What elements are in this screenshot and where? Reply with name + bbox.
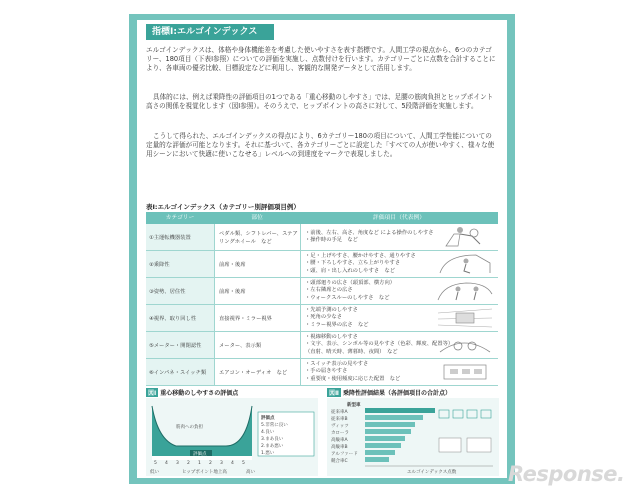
row-category: ①主運転機器装置 bbox=[146, 224, 214, 250]
note-box bbox=[467, 438, 491, 452]
bar bbox=[365, 450, 395, 455]
visibility-illustration bbox=[436, 307, 494, 329]
curve-label: 筋肉への負担 bbox=[176, 425, 203, 430]
paragraph-2 bbox=[146, 93, 498, 111]
row-category: ④視界、取り回し性 bbox=[146, 305, 214, 331]
row-part: 前席・後席 bbox=[214, 251, 300, 277]
figure2-chart bbox=[327, 398, 499, 476]
legend-item: 5.非常に良い bbox=[261, 423, 288, 428]
bar-label: 従来車A bbox=[331, 410, 348, 415]
eval-item: ・文字、表示、シンボル等の見やすさ（色彩、輝度、配置等）（直射、晴天時、薄暮時、夜間） など bbox=[305, 341, 454, 355]
eval-item: ・操作時の手足 など bbox=[305, 237, 358, 243]
figure1-chart bbox=[146, 398, 318, 476]
bar-label: アルファード bbox=[331, 452, 358, 457]
row-category: ③姿勢、居住性 bbox=[146, 278, 214, 304]
table-title: 表Ⅰ:エルゴインデックス（カテゴリー別評価項目例） bbox=[146, 203, 300, 211]
table-row bbox=[146, 251, 498, 278]
row-items bbox=[300, 359, 498, 385]
document-page bbox=[129, 14, 515, 484]
eval-item: ・頭部廻りの広さ（頭頂部、横方向） bbox=[305, 279, 396, 286]
table-row bbox=[146, 278, 498, 305]
eval-item: ・死角の少なさ bbox=[305, 314, 343, 321]
row-items bbox=[300, 251, 498, 277]
tick-label: 3 bbox=[176, 461, 179, 466]
row-part: 直接視界・ミラー視界 bbox=[214, 305, 300, 331]
eval-item: ・先端予測のしやすさ bbox=[305, 306, 358, 313]
bar-label: 競合車C bbox=[331, 459, 348, 464]
tick-label: 3 bbox=[220, 461, 223, 466]
bar-label: 高級車B bbox=[331, 445, 348, 450]
header-part: 部位 bbox=[251, 215, 263, 221]
score-ticks bbox=[154, 460, 245, 466]
row-part: 前席・後席 bbox=[214, 278, 300, 304]
legend-item: 1.悪い bbox=[261, 451, 275, 456]
legend-item: 3.まあ良い bbox=[261, 437, 284, 442]
x-axis-label: エルゴインデックス点数 bbox=[407, 470, 457, 475]
row-part: メーター、表示類 bbox=[214, 332, 300, 358]
eval-item: ・視線移動のしやすさ bbox=[305, 333, 358, 340]
meter-illustration bbox=[436, 334, 494, 356]
paragraph-3 bbox=[146, 132, 498, 159]
figure1-number: 図Ⅰ bbox=[148, 390, 157, 397]
row-items bbox=[300, 224, 498, 250]
bar-label: 従来車B bbox=[331, 417, 348, 422]
eval-item: ・ミラー視界の広さ など bbox=[305, 321, 369, 328]
row-items bbox=[300, 278, 498, 304]
bar bbox=[365, 429, 411, 434]
content-area bbox=[137, 20, 507, 478]
note-box bbox=[439, 438, 461, 452]
bar-label: カローラ bbox=[331, 431, 349, 436]
eval-item: ・頭、肩・出し入れのしやすさ など bbox=[305, 267, 396, 274]
tick-label: 4 bbox=[165, 461, 168, 466]
legend-item: 4.良い bbox=[261, 430, 275, 435]
x-axis-label: ヒップポイント地上高 bbox=[182, 470, 227, 475]
row-part: ペダル類、シフトレバー、ステアリングホイール など bbox=[214, 224, 300, 250]
figure1-title-text: 重心移動のしやすさの評価点 bbox=[160, 390, 239, 397]
eval-item: ・手の届きやすさ bbox=[305, 368, 348, 375]
paragraph-1 bbox=[146, 46, 498, 73]
response-watermark: Response. bbox=[508, 462, 625, 486]
eval-item: ・ウォークスルーのしやすさ など bbox=[305, 294, 390, 301]
row-category: ⑤メーター・開閉認性 bbox=[146, 332, 214, 358]
table-row bbox=[146, 332, 498, 359]
bar bbox=[365, 415, 423, 420]
table-header-row bbox=[146, 212, 498, 224]
ingress-illustration bbox=[436, 253, 494, 275]
eval-item: ・スイッチ表示の見やすさ bbox=[305, 360, 369, 367]
section-header: 指標Ⅰ:エルゴインデックス bbox=[146, 24, 274, 40]
eval-item: ・足・上げやすさ、腰かけやすさ、通りやすさ bbox=[305, 252, 416, 259]
tick-label: 2 bbox=[209, 461, 212, 466]
row-category: ②乗降性 bbox=[146, 251, 214, 277]
bar bbox=[365, 443, 401, 448]
category-table bbox=[146, 212, 498, 386]
bar bbox=[365, 436, 405, 441]
posture-illustration bbox=[436, 280, 494, 302]
legend-title: 新型車 bbox=[347, 403, 361, 408]
bar-label: 高級車A bbox=[331, 438, 348, 443]
eval-item: ・前後、左右、高さ、角度など による操作のしやすさ bbox=[305, 229, 434, 236]
paragraph-2-text: 具体的には、例えば乗降性の評価項目の1つである「重心移動のしやすさ」では、足腰の筋肉負担とヒップポイント高さの関係を視覚化します（図Ⅰ参照）。そのうえで、ヒップポイントの高さに対して、5段階評価を実施します。 bbox=[146, 93, 494, 110]
figure2-number: 図Ⅱ bbox=[329, 390, 339, 397]
switch-illustration bbox=[436, 361, 494, 383]
row-category: ⑥インパネ・スイッチ類 bbox=[146, 359, 214, 385]
row-items bbox=[300, 332, 498, 358]
eval-item: ・左右隣席との広さ bbox=[305, 287, 353, 294]
bar bbox=[365, 422, 415, 427]
row-part: エアコン・オーディオ など bbox=[214, 359, 300, 385]
header-category: カテゴリー bbox=[165, 215, 195, 221]
tick-label: 2 bbox=[187, 461, 190, 466]
table-row bbox=[146, 224, 498, 251]
bar bbox=[365, 408, 435, 413]
table-row bbox=[146, 359, 498, 386]
score-label: 評価点 bbox=[193, 452, 207, 457]
tick-label: 5 bbox=[242, 461, 245, 466]
bar-label: ヴィッツ bbox=[331, 424, 349, 429]
axis-low-label: 低い bbox=[150, 470, 159, 475]
eval-item: ・腰・下ろしやすさ、立ち上がりやすさ bbox=[305, 260, 401, 267]
figure2-title bbox=[327, 388, 451, 397]
paragraph-3-text: こうして得られた、エルゴインデックスの得点により、6カテゴリー180の項目について、人間工学性能についての定量的な評価が可能となります。それに基づいて、各カテゴリーごとに設定した「すべての人が使いやすく、様々な使用シーンにおいて快適に使いこなせる」レベルへの到達度をマークで表現しました。 bbox=[146, 132, 495, 158]
tick-label: 1 bbox=[198, 461, 201, 466]
driver-seat-illustration bbox=[436, 226, 494, 248]
figure1-title bbox=[146, 388, 238, 397]
axis-high-label: 高い bbox=[246, 470, 255, 475]
tick-label: 5 bbox=[154, 461, 157, 466]
header-items: 評価項目（代表例） bbox=[372, 215, 426, 221]
legend-title: 評価点 bbox=[261, 416, 275, 421]
legend-item: 2.まあ悪い bbox=[261, 444, 284, 449]
table-row bbox=[146, 305, 498, 332]
tick-label: 4 bbox=[231, 461, 234, 466]
figure2-title-text: 乗降性評価結果（各評価項目の合計点） bbox=[342, 390, 451, 397]
row-items bbox=[300, 305, 498, 331]
eval-item: ・重要度・使用頻度に応じた配置 など bbox=[305, 375, 401, 382]
paragraph-1-text: エルゴインデックスは、体格や身体機能差を考慮した使いやすさを表す指標です。人間工学の視点から、6つのカテゴリー、180項目（下表Ⅰ参照）についての評価を実施し、点数付けを行います。カテゴリーごとに点数を合計することにより、各車両の優劣比較、目標設定などに利用し、客観的な開発データとして活用します。 bbox=[146, 46, 496, 72]
bar bbox=[365, 457, 389, 462]
